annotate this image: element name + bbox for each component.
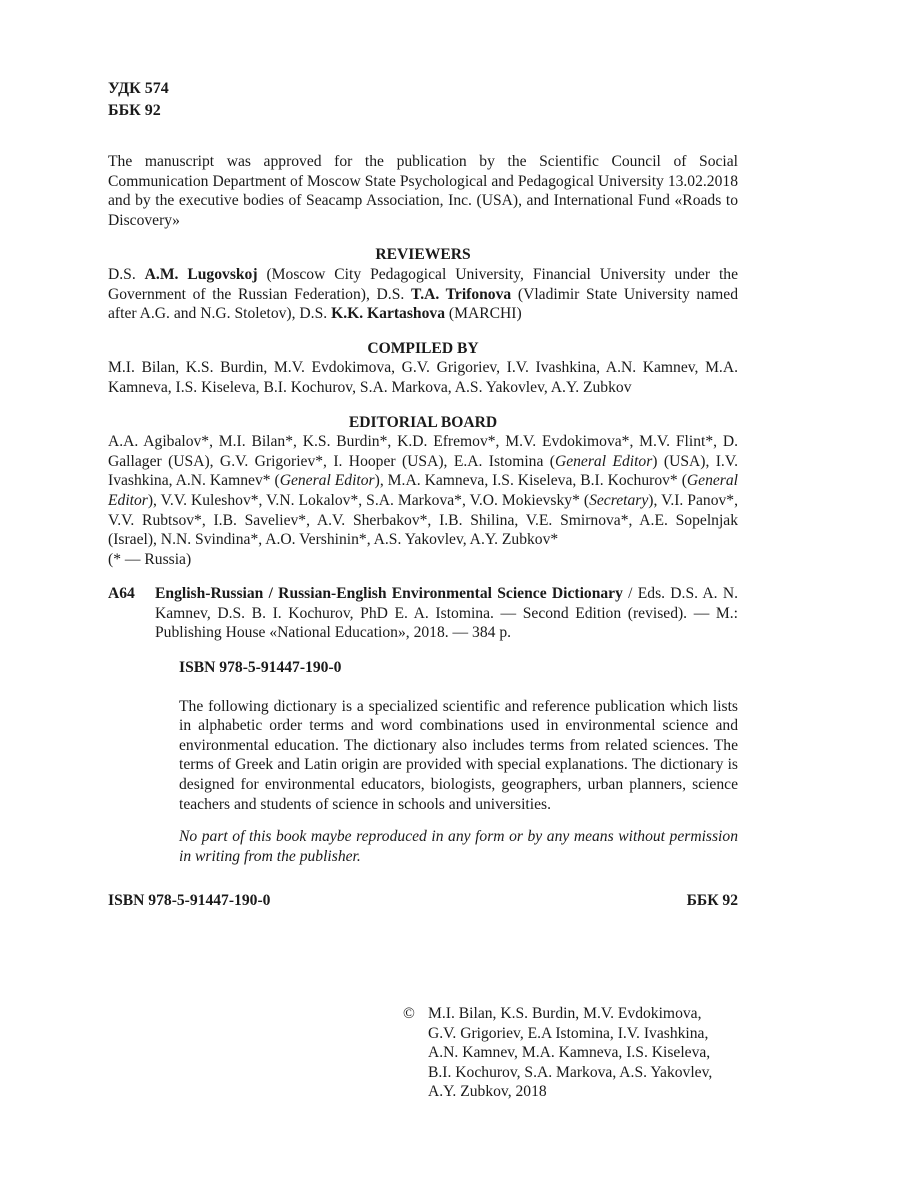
- reviewer-name: A.M. Lugovskoj: [144, 265, 258, 283]
- reviewer-prefix: D.S.: [108, 265, 145, 283]
- role-label: General Editor: [279, 472, 375, 490]
- reviewers-list: [108, 265, 738, 324]
- reviewer-affiliation: (MARCHI): [445, 305, 522, 323]
- compiled-list: M.I. Bilan, K.S. Burdin, M.V. Evdokimova, G.V. Grigoriev, I.V. Ivashkina, A.N. Kamnev, M.A. Kamneva, I.S. Kiseleva, B.I. Kochurov, S.A. Markova, A.S. Yakovlev, A.Y. Zubkov: [108, 359, 738, 396]
- isbn: ISBN 978-5-91447-190-0: [179, 659, 342, 677]
- editorial-heading: EDITORIAL BOARD: [348, 413, 498, 431]
- editorial-text: ) (USA), I.V. Ivashkina, A.N. Kamnev* (: [108, 452, 738, 490]
- book-details: / Eds. D.S. A. N. Kamnev, D.S. B. I. Kochurov, PhD E. A. Istomina. — Second Edition (revised). — M.: Publishing House «National Education», 2018. — 384 p.: [155, 585, 738, 642]
- rights-notice: No part of this book maybe reproduced in any form or by any means without permission in writing from the publisher.: [179, 828, 738, 865]
- reviewer-name: K.K. Kartashova: [331, 305, 445, 323]
- catalog-code: А64: [108, 585, 135, 603]
- editorial-list: [108, 432, 738, 550]
- copyright-line: A.Y. Zubkov, 2018: [428, 1083, 547, 1101]
- reviewers-heading: REVIEWERS: [375, 246, 471, 264]
- role-label: General Editor: [554, 452, 653, 470]
- role-label: General Editor: [108, 472, 738, 509]
- role-label: Secretary: [589, 491, 649, 509]
- reviewer-name: T.A. Trifonova: [410, 285, 512, 303]
- catalog-card: [108, 584, 738, 643]
- compiled-heading: COMPILED BY: [367, 339, 479, 357]
- approval-statement: The manuscript was approved for the publication by the Scientific Council of Social Communication Department of Moscow State Psychological and Pedagogical University 13.02.2018 and by the executive bodies of Seacamp Association, Inc. (USA), and International Fund «Roads to Discovery»: [108, 153, 738, 229]
- footer-isbn: ISBN 978-5-91447-190-0: [108, 892, 271, 910]
- copyright-block: [403, 1004, 739, 1102]
- copyright-line: G.V. Grigoriev, E.A Istomina, I.V. Ivashkina,: [428, 1024, 709, 1042]
- bbk-code: ББК 92: [108, 102, 161, 119]
- editorial-text: ), V.V. Kuleshov*, V.N. Lokalov*, S.A. Markova*, V.O. Mokievsky* (: [147, 491, 590, 509]
- copyright-holders: [428, 1004, 739, 1102]
- imprint-page: [108, 78, 738, 913]
- footer-codes: [108, 891, 738, 913]
- annotation-text: The following dictionary is a specialized scientific and reference publication which lists in alphabetic order terms and word combinations used in environmental science and environmental education. The dictionary also includes terms from related sciences. The terms of Greek and Latin origin are provided with special explanations. The dictionary is designed for environmental educators, biologists, geographers, urban planners, science teachers and students of science in schools and universities.: [179, 697, 738, 813]
- copyright-icon: ©: [403, 1005, 415, 1022]
- editorial-text: ), V.I. Panov*, V.V. Rubtsov*, I.B. Saveliev*, A.V. Sherbakov*, I.B. Shilina, V.E. Smirnova*, A.E. Sopelnjak (Israel), N.N. Svindina*, A.O. Vershinin*, A.S. Yakovlev, A.Y. Zubkov*: [108, 491, 738, 549]
- copyright-line: A.N. Kamnev, M.A. Kamneva, I.S. Kiseleva,: [428, 1044, 711, 1062]
- reviewer-affiliation: (Vladimir State University named after A.G. and N.G. Stoletov), D.S.: [108, 285, 738, 323]
- annotation: [108, 697, 738, 815]
- copyright-line: M.I. Bilan, K.S. Burdin, M.V. Evdokimova,: [428, 1005, 702, 1022]
- editorial-footnote: (* — Russia): [108, 550, 192, 568]
- footer-bbk: ББК 92: [686, 892, 738, 910]
- udk-code: УДК 574: [108, 80, 169, 97]
- editorial-text: A.A. Agibalov*, M.I. Bilan*, K.S. Burdin*, K.D. Efremov*, M.V. Evdokimova*, M.V. Flint*, D. Gallager (USA), G.V. Grigoriev*, I. Hooper (USA), E.A. Istomina (: [108, 433, 738, 470]
- editorial-text: ), M.A. Kamneva, I.S. Kiseleva, B.I. Kochurov* (: [374, 472, 687, 490]
- reviewer-affiliation: (Moscow City Pedagogical University, Financial University under the Government of the Russian Federation), D.S.: [108, 265, 738, 303]
- copyright-line: B.I. Kochurov, S.A. Markova, A.S. Yakovlev,: [428, 1063, 713, 1081]
- book-title: English-Russian / Russian-English Environmental Science Dictionary: [155, 585, 623, 603]
